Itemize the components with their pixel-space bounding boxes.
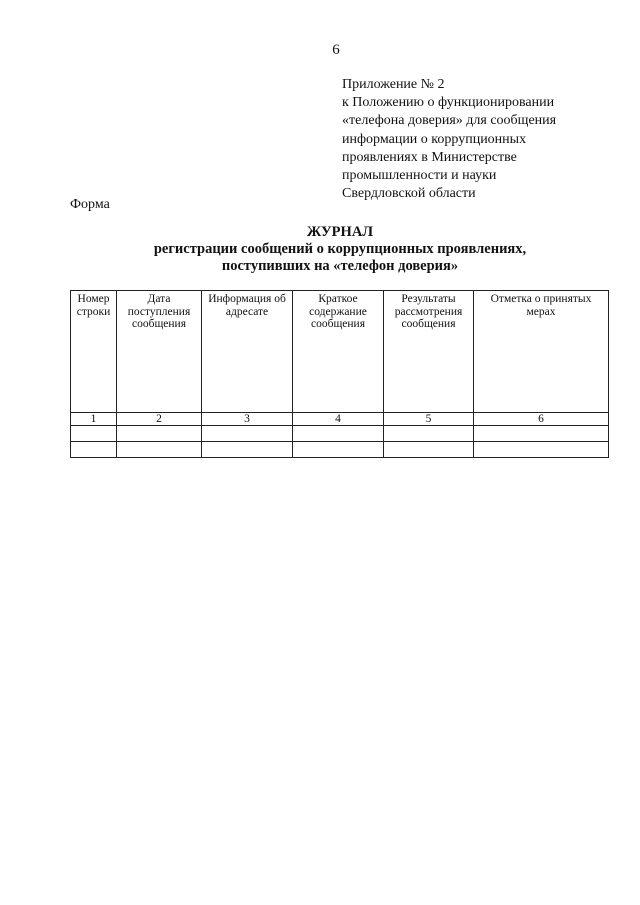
table-header-row bbox=[71, 291, 609, 413]
appendix-line: проявлениях в Министерстве bbox=[342, 149, 517, 165]
column-number: 4 bbox=[293, 413, 384, 426]
column-header-results: Результаты рассмотрения сообщения bbox=[384, 291, 474, 413]
column-number: 5 bbox=[384, 413, 474, 426]
appendix-line: промышленности и науки bbox=[342, 168, 497, 184]
form-label: Форма bbox=[70, 197, 110, 212]
column-header-date: Дата поступления сообщения bbox=[117, 291, 202, 413]
journal-table bbox=[70, 290, 609, 458]
table-row bbox=[71, 426, 609, 442]
column-number: 2 bbox=[117, 413, 202, 426]
column-number: 6 bbox=[474, 413, 609, 426]
column-number: 1 bbox=[71, 413, 117, 426]
appendix-line: информации о коррупционных bbox=[342, 131, 527, 147]
table-cell bbox=[474, 426, 609, 442]
page-number: 6 bbox=[332, 42, 340, 58]
table-cell bbox=[474, 442, 609, 458]
table-cell bbox=[71, 442, 117, 458]
table-cell bbox=[384, 426, 474, 442]
column-number-row bbox=[71, 413, 609, 426]
table-cell bbox=[71, 426, 117, 442]
column-header-measures: Отметка о принятых мерах bbox=[474, 291, 609, 413]
appendix-line: к Положению о функционировании bbox=[342, 95, 555, 111]
column-header-addressee: Информация об адресате bbox=[202, 291, 293, 413]
column-header-row-number: Номер строки bbox=[71, 291, 117, 413]
table-cell bbox=[117, 426, 202, 442]
table-cell bbox=[293, 426, 384, 442]
table-cell bbox=[384, 442, 474, 458]
appendix-line: «телефона доверия» для сообщения bbox=[342, 113, 557, 129]
column-header-summary: Краткое содержание сообщения bbox=[293, 291, 384, 413]
appendix-line: Приложение № 2 bbox=[342, 77, 445, 92]
column-number: 3 bbox=[202, 413, 293, 426]
table-cell bbox=[202, 426, 293, 442]
title-heading: ЖУРНАЛ bbox=[306, 224, 374, 240]
title-subtitle-line: регистрации сообщений о коррупционных проявлениях, bbox=[153, 241, 527, 257]
table-cell bbox=[117, 442, 202, 458]
appendix-note bbox=[342, 76, 612, 203]
title-subtitle-line: поступивших на «телефон доверия» bbox=[221, 258, 459, 274]
document-title bbox=[0, 224, 640, 275]
appendix-line: Свердловской области bbox=[342, 186, 476, 202]
table-cell bbox=[202, 442, 293, 458]
table-cell bbox=[293, 442, 384, 458]
table-row bbox=[71, 442, 609, 458]
